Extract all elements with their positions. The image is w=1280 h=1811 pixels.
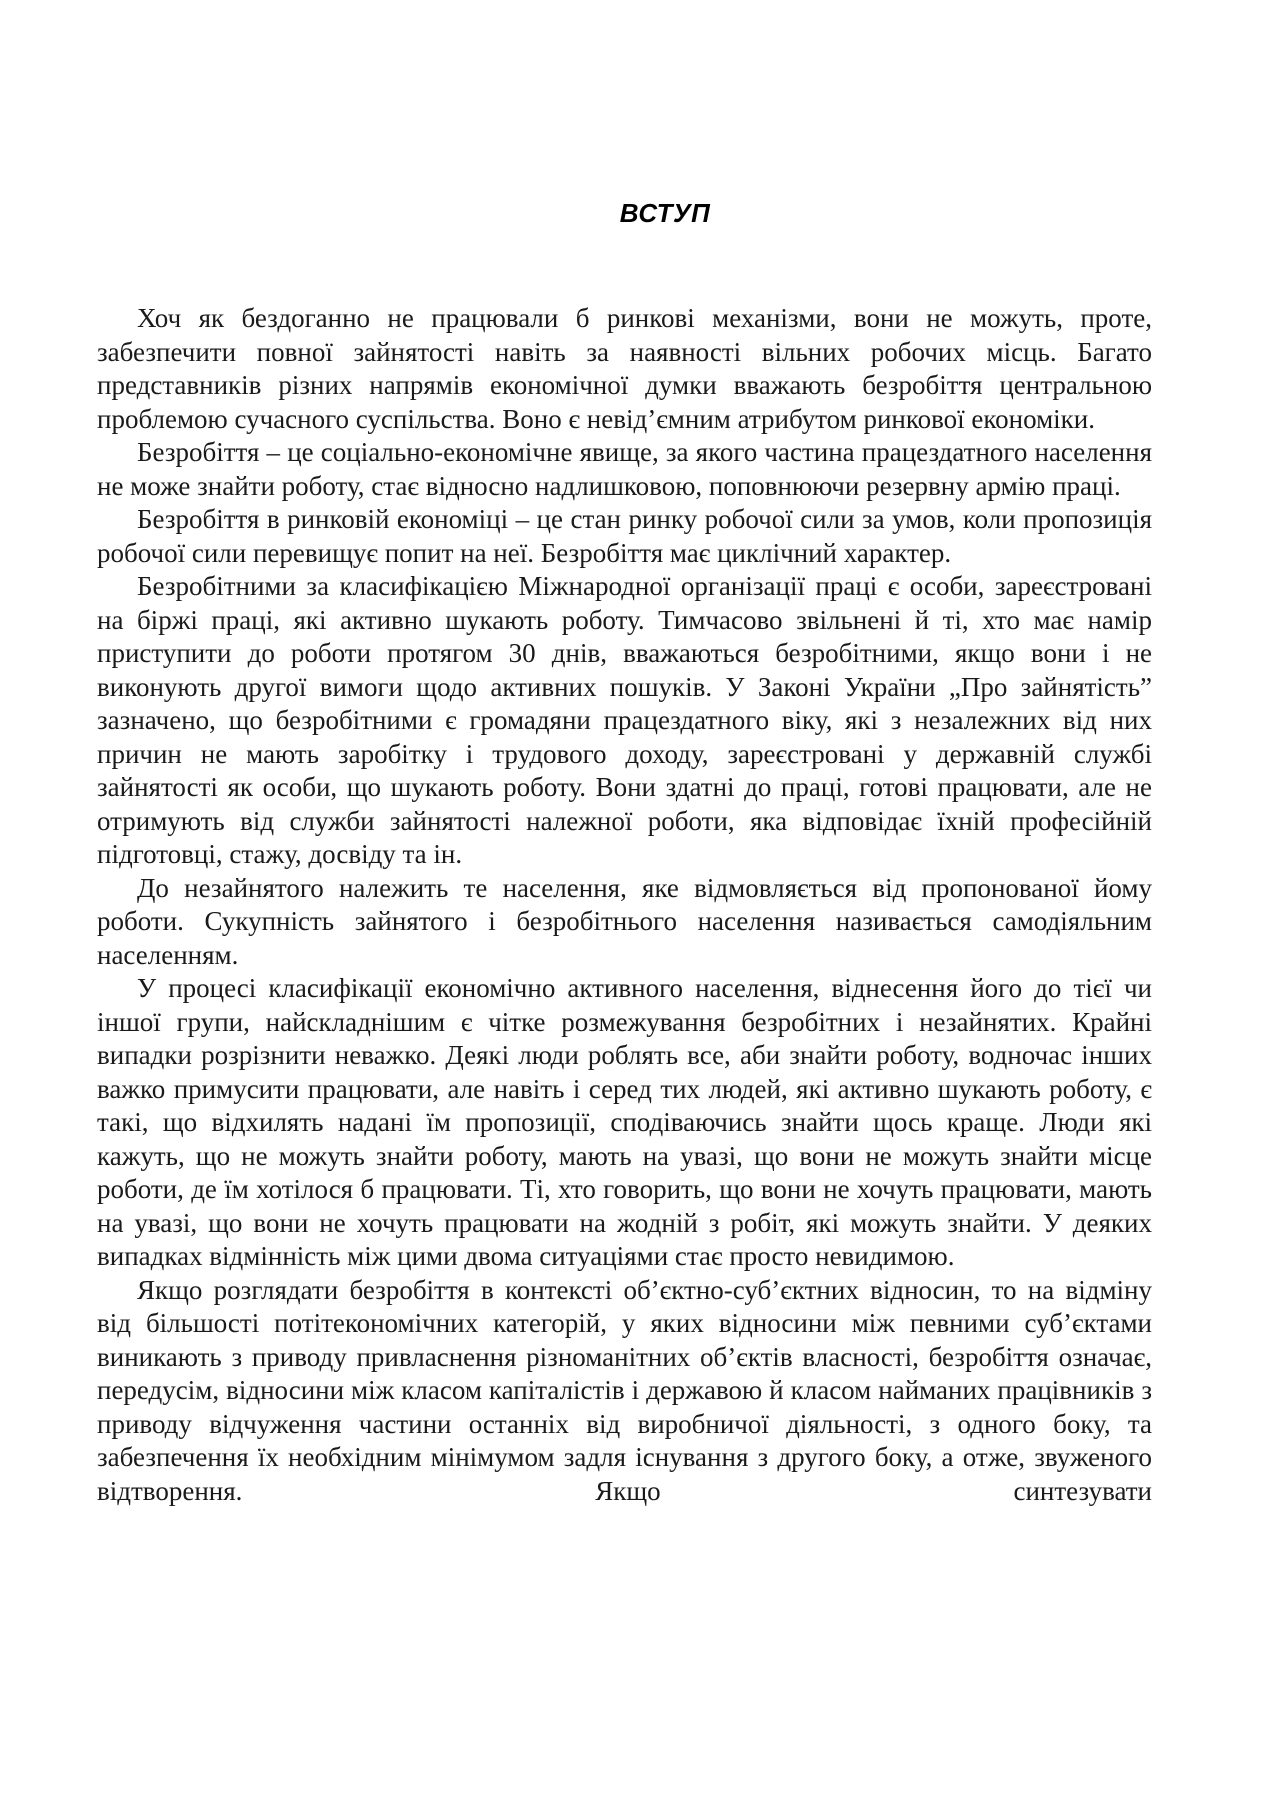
paragraph: Безробіття – це соціально-економічне явище, за якого частина працездатного населення не може знайти роботу, стає відносно надлишковою, поповнюючи резервну армію праці. [97, 437, 1152, 501]
paragraph: До незайнятого належить те населення, яке відмовляється від пропонованої йому роботи. Сукупність зайнятого і безробітнього населення називається самодіяльним населенням. [97, 872, 1152, 970]
paragraph: Безробіття в ринковій економіці – це стан ринку робочої сили за умов, коли пропозиція робочої сили перевищує попит на неї. Безробіття має циклічний характер. [97, 504, 1152, 568]
paragraph: Якщо розглядати безробіття в контексті об’єктно-суб’єктних відносин, то на відміну від більшості потітекономічних категорій, у яких відносини між певними суб’єктами виникають з приводу привласнення різноманітних об’єктів власності, безробіття означає, передусім, відносини між класом капіталістів і державою й класом найманих працівників з приводу відчуження частини останніх від виробничої діяльності, з одного боку, та забезпечення їх необхідним мінімумом задля існування з другого боку, а отже, звуженого відтворення. Якщо синтезувати [97, 1274, 1152, 1506]
body-text [97, 302, 1152, 1508]
paragraph: У процесі класифікації економічно активного населення, віднесення його до тієї чи іншої групи, найскладнішим є чітке розмежування безробітних і незайнятих. Крайні випадки розрізнити неважко. Деякі люди роблять все, аби знайти роботу, водночас інших важко примусити працювати, але навіть і серед тих людей, які активно шукають роботу, є такі, що відхилять надані їм пропозиції, сподіваючись знайти щось краще. Люди які кажуть, що не можуть знайти роботу, мають на увазі, що вони не можуть знайти місце роботи, де їм хотілося б працювати. Ті, хто говорить, що вони не хочуть працювати, мають на увазі, що вони не хочуть працювати на жодній з робіт, які можуть знайти. У деяких випадках відмінність між цими двома ситуаціями стає просто невидимою. [97, 973, 1152, 1271]
paragraph: Хоч як бездоганно не працювали б ринкові механізми, вони не можуть, проте, забезпечити повної зайнятості навіть за наявності вільних робочих місць. Багато представників різних напрямів економічної думки вважають безробіття центральною проблемою сучасного суспільства. Воно є невід’ємним атрибутом ринкової економіки. [97, 303, 1152, 434]
paragraph: Безробітними за класифікацією Міжнародної організації праці є особи, зареєстровані на біржі праці, які активно шукають роботу. Тимчасово звільнені й ті, хто має намір приступити до роботи протягом 30 днів, вважаються безробітними, якщо вони і не виконують другої вимоги щодо активних пошуків. У Законі України „Про зайнятість” зазначено, що безробітними є громадяни працездатного віку, які з незалежних від них причин не мають заробітку і трудового доходу, зареєстровані у державній службі зайнятості як особи, що шукають роботу. Вони здатні до праці, готові працювати, але не отримують від служби зайнятості належної роботи, яка відповідає їхній професійній підготовці, стажу, досвіду та ін. [97, 571, 1152, 869]
page-title: ВСТУП [619, 198, 711, 228]
